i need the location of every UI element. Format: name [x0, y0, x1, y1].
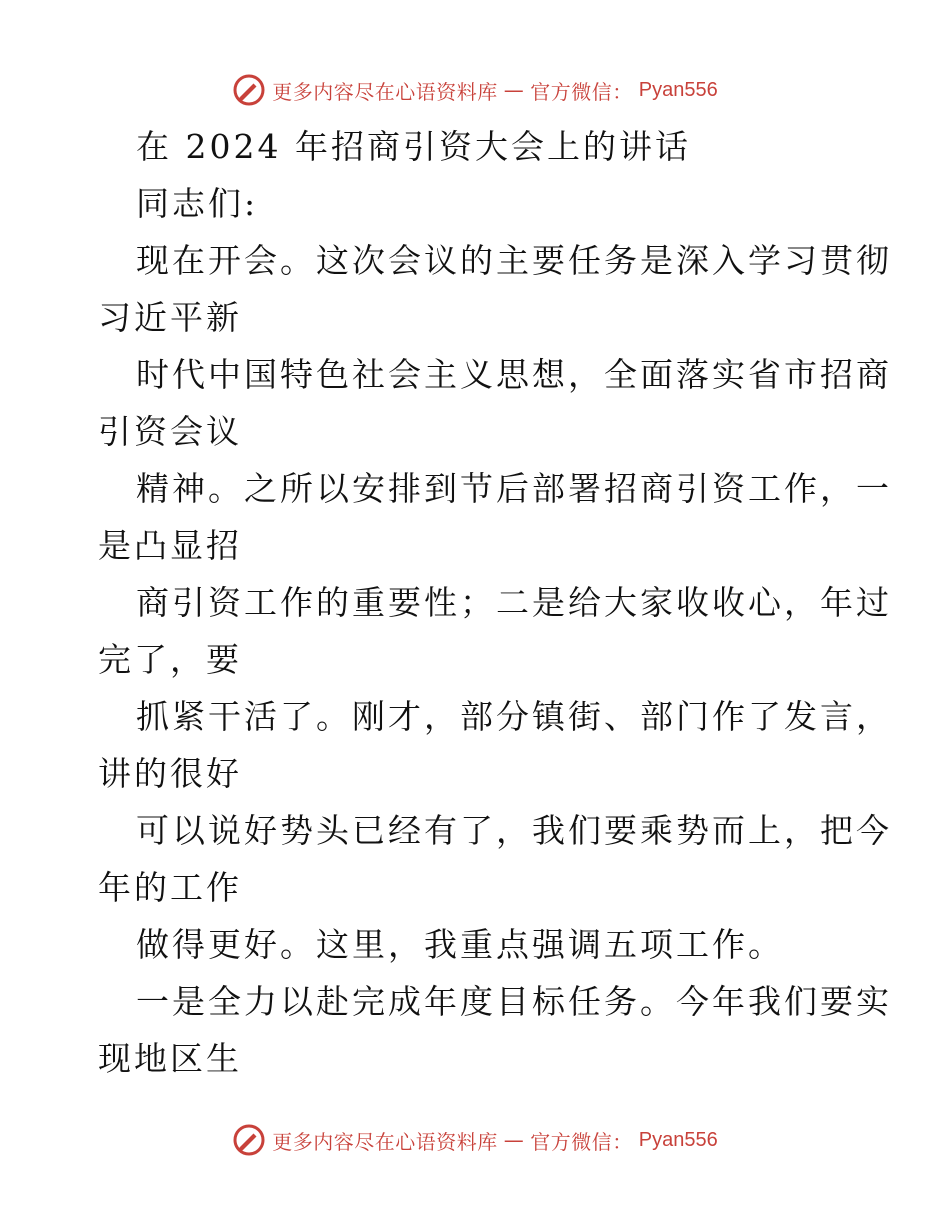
footer-watermark [0, 1120, 950, 1160]
watermark-dash: — [503, 78, 525, 102]
text-line: 精神。之所以安排到节后部署招商引资工作，一 [136, 469, 892, 508]
text-line: 引资会议 [98, 412, 242, 451]
pen-logo-icon [232, 1123, 266, 1157]
text-line: 抓紧干活了。刚才，部分镇街、部门作了发言， [136, 697, 892, 736]
watermark-brand: Pyan556 [638, 1128, 718, 1151]
text-line: 现地区生 [98, 1039, 242, 1078]
watermark-text: 更多内容尽在心语资料库 [272, 79, 498, 104]
text-line: 一是全力以赴完成年度目标任务。今年我们要实 [136, 982, 892, 1021]
watermark-dash: — [503, 1128, 525, 1152]
text-line: 是凸显招 [98, 526, 242, 565]
text-line: 讲的很好 [98, 754, 242, 793]
text-line: 做得更好。这里，我重点强调五项工作。 [136, 925, 784, 964]
text-line: 现在开会。这次会议的主要任务是深入学习贯彻 [136, 241, 892, 280]
text-line: 可以说好势头已经有了，我们要乘势而上，把今 [136, 811, 892, 850]
header-watermark [0, 70, 950, 110]
text-line: 完了，要 [98, 640, 242, 679]
pen-logo-icon [232, 73, 266, 107]
text-line: 商引资工作的重要性；二是给大家收收心，年过 [136, 583, 892, 622]
text-line: 习近平新 [98, 298, 242, 337]
watermark-official: 官方微信： [530, 1129, 633, 1154]
watermark-official: 官方微信： [530, 79, 633, 104]
text-line: 时代中国特色社会主义思想，全面落实省市招商 [136, 355, 892, 394]
text-line: 年的工作 [98, 868, 242, 907]
document-title: 在 2024 年招商引资大会上的讲话 [136, 127, 691, 166]
watermark-brand: Pyan556 [638, 78, 718, 101]
document-body [98, 118, 892, 1087]
salutation: 同志们: [136, 184, 259, 223]
watermark-text: 更多内容尽在心语资料库 [272, 1129, 498, 1154]
